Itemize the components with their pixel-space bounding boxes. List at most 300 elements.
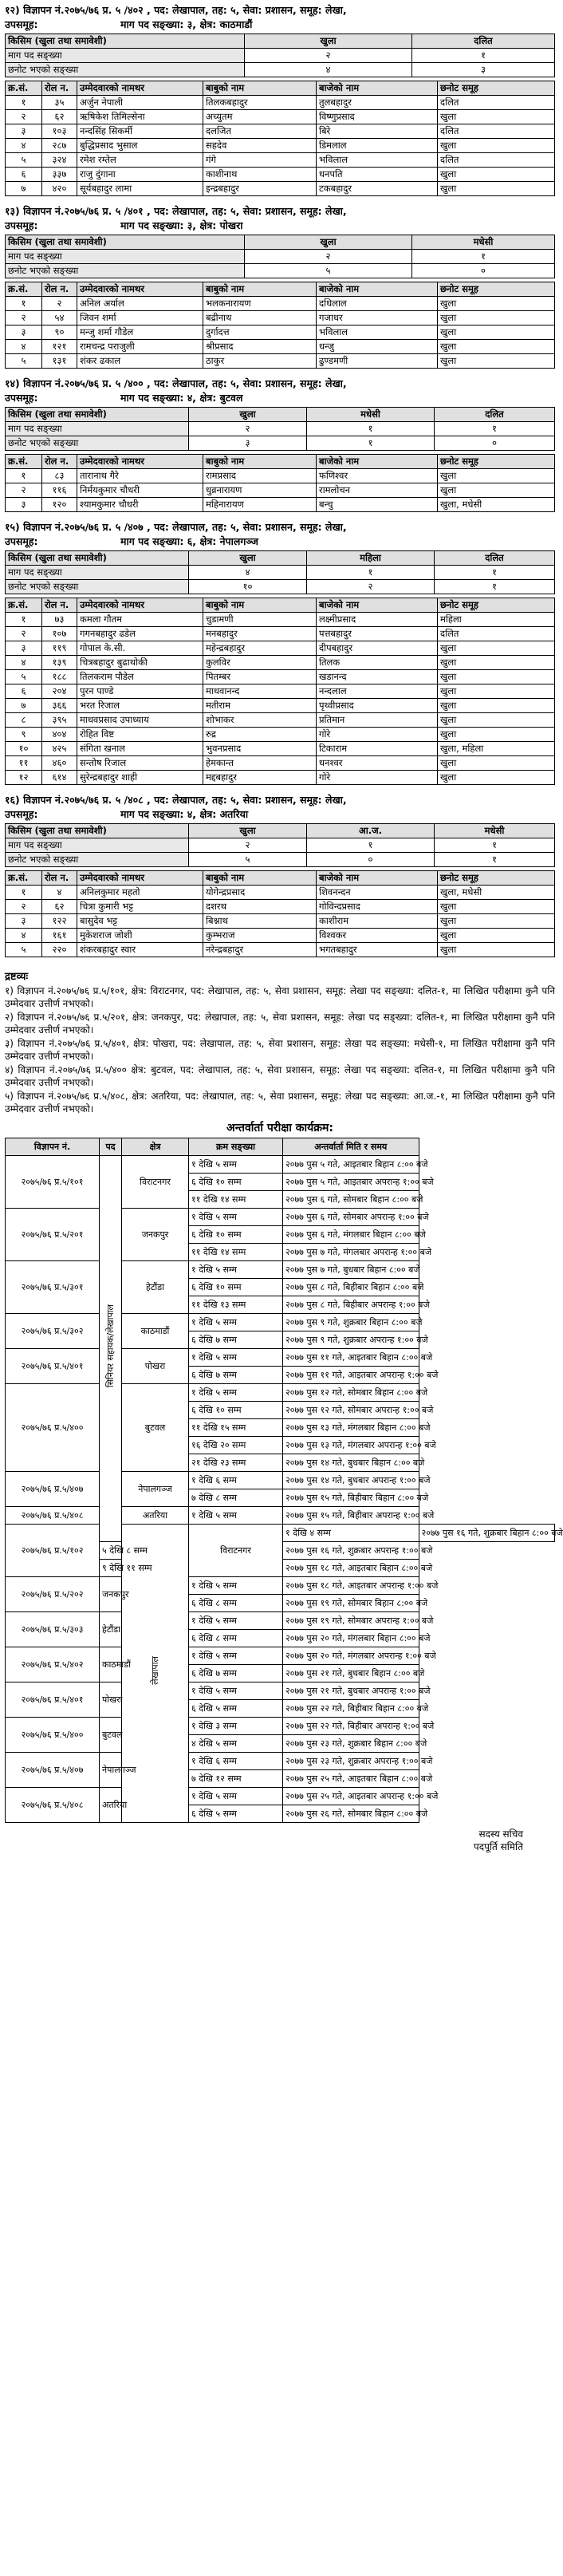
- section-heading: १४) विज्ञापन नं.२०७५/७६ प्र. ५ /४०० , पद: लेखापाल, तह: ५, सेवा: प्रशासन, समूह: लेखा,: [5, 377, 347, 389]
- candidate-cell: ४: [6, 656, 42, 670]
- candidate-cell: तिलकराम पौडेल: [77, 670, 203, 684]
- candidate-cell: ९: [6, 728, 42, 742]
- quota-row: [6, 436, 555, 451]
- demand-region-label: माग पद सङ्ख्या: ४, क्षेत्र: अतरिया: [120, 808, 249, 820]
- candidate-cell: ६: [6, 684, 42, 699]
- candidate-cell: ३२४: [42, 153, 77, 168]
- candidate-cell: २: [42, 297, 77, 311]
- result-sections: [5, 3, 555, 965]
- candidate-header-cell: बाजेको नाम: [317, 598, 438, 613]
- section-heading: १२) विज्ञापन नं.२०७५/७६ प्र. ५ /४०२ , पद: लेखापाल, तह: ५, सेवा: प्रशासन, समूह: लेखा,: [5, 4, 347, 16]
- quota-cell: १: [435, 838, 555, 853]
- section-heading: १५) विज्ञापन नं.२०७५/७६ प्र. ५ /४०७ , पद: लेखापाल, तह: ५, सेवा: प्रशासन, समूह: लेखा,: [5, 521, 347, 533]
- schedule-time-cell: २०७७ पुस २० गते, मंगलबार अपरान्ह १:०० बजे: [283, 1647, 419, 1665]
- candidate-cell: प्रतिमान: [317, 713, 438, 728]
- schedule-adv-cell: २०७५/७६ प्र.५/३०३: [6, 1612, 100, 1647]
- demand-region-label: माग पद सङ्ख्या: ३, क्षेत्र: पोखरा: [120, 219, 243, 231]
- quota-header-cell: मधेसी: [412, 235, 555, 250]
- schedule-range-cell: ७ देखि १२ सम्म: [189, 1770, 283, 1788]
- schedule-time-cell: २०७७ पुस १४ गते, बुधबार अपरान्ह १:०० बजे: [283, 1472, 419, 1489]
- quota-header-cell: दलित: [435, 551, 555, 566]
- candidate-cell: खुला: [438, 340, 555, 354]
- quota-header-cell: दलित: [435, 408, 555, 422]
- schedule-time-cell: २०७७ पुस ९ गते, शुक्रबार अपरान्ह १:०० बजे: [283, 1331, 419, 1349]
- quota-header-row: [6, 34, 555, 49]
- candidate-cell: ३: [6, 914, 42, 929]
- schedule-time-cell: २०७७ पुस १६ गते, शुक्रबार अपरान्ह १:०० बजे: [283, 1542, 419, 1560]
- candidate-header-cell: रोल न.: [42, 282, 77, 297]
- subgroup-label: उपसमूह:: [5, 219, 38, 231]
- schedule-region-cell: जनकपुर: [100, 1577, 122, 1612]
- schedule-region-cell: नेपालगञ्ज: [122, 1472, 189, 1507]
- candidate-row: [6, 297, 555, 311]
- candidate-cell: भविलाल: [317, 153, 438, 168]
- candidate-cell: लक्ष्मीप्रसाद: [317, 613, 438, 627]
- candidate-cell: चुडामणी: [203, 613, 317, 627]
- candidate-cell: १: [6, 886, 42, 900]
- candidate-cell: ४: [42, 886, 77, 900]
- candidate-cell: २०४: [42, 684, 77, 699]
- candidate-cell: कमला गौतम: [77, 613, 203, 627]
- schedule-adv-cell: २०७५/७६ प्र.५/३०१: [6, 1261, 100, 1314]
- quota-cell: १: [307, 838, 435, 853]
- candidate-header-cell: बाबुको नाम: [203, 455, 317, 469]
- schedule-time-cell: २०७७ पुस २२ गते, बिहीबार अपरान्ह १:०० बजे: [283, 1718, 419, 1735]
- candidate-cell: दधिलाल: [317, 297, 438, 311]
- schedule-range-cell: ६ देखि ७ सम्म: [189, 1665, 283, 1682]
- candidate-cell: भुवनप्रसाद: [203, 742, 317, 756]
- schedule-time-cell: २०७७ पुस ११ गते, आइतबार बिहान ८:०० बजे: [283, 1349, 419, 1367]
- candidate-cell: बासुदेव भट्ट: [77, 914, 203, 929]
- candidate-row: [6, 168, 555, 182]
- schedule-header-cell: क्षेत्र: [122, 1138, 189, 1156]
- candidate-cell: ८३: [42, 469, 77, 483]
- schedule-time-cell: २०७७ पुस २१ गते, बुधबार अपरान्ह १:०० बजे: [283, 1682, 419, 1700]
- candidate-row: [6, 153, 555, 168]
- schedule-time-cell: २०७७ पुस २२ गते, बिहीबार बिहान ८:०० बजे: [283, 1700, 419, 1718]
- notes-title: द्रष्टव्यः: [5, 971, 29, 983]
- candidate-row: [6, 641, 555, 656]
- signature-line-1: सदस्य सचिव: [478, 1828, 523, 1840]
- candidate-cell: १: [6, 469, 42, 483]
- schedule-range-cell: १ देखि ५ सम्म: [189, 1682, 283, 1700]
- candidate-header-row: [6, 871, 555, 886]
- quota-cell: २: [245, 49, 412, 63]
- candidate-cell: ५: [6, 670, 42, 684]
- candidate-row: [6, 756, 555, 771]
- quota-cell: २: [307, 580, 435, 594]
- schedule-time-cell: २०७७ पुस ६ गते, सोमबार अपरान्ह १:०० बजे: [283, 1209, 419, 1226]
- quota-header-cell: दलित: [412, 34, 555, 49]
- schedule-range-cell: ६ देखि ८ सम्म: [189, 1595, 283, 1612]
- candidate-cell: खुला: [438, 684, 555, 699]
- schedule-row: [6, 1682, 555, 1700]
- schedule-post-cell: [100, 1156, 122, 1542]
- candidate-header-cell: बाबुको नाम: [203, 598, 317, 613]
- candidate-header-cell: उम्मेदवारको नामथर: [77, 871, 203, 886]
- candidate-cell: अर्जुन नेपाली: [77, 96, 203, 110]
- candidate-cell: मद्दबहादुर: [203, 771, 317, 785]
- candidate-row: [6, 469, 555, 483]
- schedule-range-cell: ६ देखि १० सम्म: [189, 1174, 283, 1191]
- schedule-range-cell: १ देखि ५ सम्म: [189, 1384, 283, 1402]
- schedule-time-cell: २०७७ पुस १८ गते, आइतबार अपरान्ह १:०० बजे: [283, 1577, 419, 1595]
- schedule-time-cell: २०७७ पुस १२ गते, सोमबार बिहान ८:०० बजे: [283, 1384, 419, 1402]
- candidate-cell: बिश्नाथ: [203, 914, 317, 929]
- candidate-cell: २८७: [42, 139, 77, 153]
- candidate-cell: शंकर ढकाल: [77, 354, 203, 369]
- candidate-cell: बन्चु: [317, 498, 438, 512]
- candidate-row: [6, 311, 555, 325]
- candidate-cell: सुरेन्द्रबहादुर शाही: [77, 771, 203, 785]
- candidate-row: [6, 627, 555, 641]
- candidate-cell: खुला: [438, 641, 555, 656]
- candidate-cell: ठाकुर: [203, 354, 317, 369]
- schedule-adv-cell: २०७५/७६ प्र.५/४००: [6, 1718, 100, 1753]
- candidate-cell: १२२: [42, 914, 77, 929]
- schedule-range-cell: १ देखि ४ सम्म: [283, 1525, 419, 1542]
- schedule-row: [6, 1472, 555, 1489]
- schedule-row: [6, 1525, 555, 1542]
- candidate-cell: ११६: [42, 483, 77, 498]
- candidate-cell: नरेन्द्रबहादुर: [203, 943, 317, 957]
- candidate-cell: दुर्गादत्त: [203, 325, 317, 340]
- candidate-row: [6, 656, 555, 670]
- schedule-range-cell: ६ देखि ७ सम्म: [189, 1367, 283, 1384]
- candidate-cell: ६: [6, 168, 42, 182]
- note-item: ४) विज्ञापन नं.२०७५/७६ प्र.५/४०० क्षेत्र: बुटवल, पद: लेखापाल, तह: ५, सेवा प्रशासन, समूह: लेखा पद सङ्ख्या: दलित-१, मा लिखित परीक्षामा कुनै पनि उम्मेदवार उत्तीर्ण नभएको।: [5, 1064, 555, 1088]
- schedule-range-cell: ६ देखि ७ सम्म: [189, 1331, 283, 1349]
- candidate-header-cell: रोल न.: [42, 598, 77, 613]
- candidate-cell: खुला: [438, 325, 555, 340]
- candidate-cell: ६२: [42, 900, 77, 914]
- schedule-range-cell: ६ देखि १० सम्म: [189, 1226, 283, 1244]
- signature-block: [5, 1828, 555, 1853]
- quota-cell: छनोट भएको सङ्ख्या: [6, 63, 245, 77]
- candidate-cell: रामलोचन: [317, 483, 438, 498]
- quota-cell: ५: [189, 853, 307, 867]
- schedule-time-cell: २०७७ पुस १३ गते, मंगलबार बिहान ८:०० बजे: [283, 1419, 419, 1437]
- candidate-cell: २: [6, 900, 42, 914]
- candidate-cell: १६१: [42, 929, 77, 943]
- post-label: सिनियर सहायक/लेखापाल: [105, 1304, 116, 1388]
- candidate-cell: तुलबहादुर: [317, 96, 438, 110]
- schedule-row: [6, 1349, 555, 1367]
- candidate-cell: चित्रा कुमारी भट्ट: [77, 900, 203, 914]
- candidate-cell: गोविन्दप्रसाद: [317, 900, 438, 914]
- candidate-cell: मतीराम: [203, 699, 317, 713]
- schedule-range-cell: १ देखि ५ सम्म: [189, 1612, 283, 1630]
- candidate-row: [6, 498, 555, 512]
- candidate-cell: पृथ्वीप्रसाद: [317, 699, 438, 713]
- schedule-time-cell: २०७७ पुस ७ गते, मंगलबार अपरान्ह १:०० बजे: [283, 1244, 419, 1261]
- candidate-cell: सूर्यबहादुर लामा: [77, 182, 203, 196]
- schedule-adv-cell: २०७५/७६ प्र.५/१०१: [6, 1156, 100, 1209]
- candidate-cell: २: [6, 311, 42, 325]
- candidate-row: [6, 182, 555, 196]
- schedule-region-cell: पोखरा: [122, 1349, 189, 1384]
- schedule-range-cell: ४ देखि ५ सम्म: [189, 1735, 283, 1753]
- schedule-range-cell: ६ देखि १० सम्म: [189, 1279, 283, 1296]
- schedule-range-cell: १ देखि ५ सम्म: [189, 1577, 283, 1595]
- candidate-cell: १: [6, 297, 42, 311]
- schedule-range-cell: ६ देखि ८ सम्म: [189, 1630, 283, 1647]
- quota-cell: छनोट भएको सङ्ख्या: [6, 853, 189, 867]
- schedule-header-cell: विज्ञापन नं.: [6, 1138, 100, 1156]
- schedule-row: [6, 1384, 555, 1402]
- quota-cell: ०: [435, 436, 555, 451]
- candidate-row: [6, 914, 555, 929]
- quota-cell: १: [307, 422, 435, 436]
- candidate-cell: ५: [6, 354, 42, 369]
- schedule-row: [6, 1314, 555, 1331]
- note-item: ३) विज्ञापन नं.२०७५/७६ प्र.५/४०१, क्षेत्र: पोखरा, पद: लेखापाल, तह: ५, सेवा प्रशासन, समूह: लेखा पद सङ्ख्या: मधेसी-१, मा लिखित परीक्षामा कुनै पनि उम्मेदवार उत्तीर्ण नभएको।: [5, 1038, 555, 1062]
- quota-cell: १: [307, 566, 435, 580]
- candidate-header-cell: छनोट समूह: [438, 871, 555, 886]
- candidate-cell: बिरे: [317, 124, 438, 139]
- schedule-range-cell: ५ देखि ८ सम्म: [100, 1542, 122, 1560]
- candidate-cell: हेमकान्त: [203, 756, 317, 771]
- schedule-region-cell: बुटवल: [122, 1384, 189, 1472]
- candidate-cell: १८८: [42, 670, 77, 684]
- note-item: ५) विज्ञापन नं.२०७५/७६ प्र.५/४०८, क्षेत्र: अतरिया, पद: लेखापाल, तह: ५, सेवा प्रशासन, समूह: लेखा पद सङ्ख्या: आ.ज.-१, मा लिखित परीक्षामा कुनै पनि उम्मेदवार उत्तीर्ण नभएको।: [5, 1091, 555, 1114]
- candidate-cell: अनिल अर्याल: [77, 297, 203, 311]
- schedule-time-cell: २०७७ पुस १५ गते, बिहीबार अपरान्ह १:०० बजे: [283, 1507, 419, 1525]
- quota-row: [6, 49, 555, 63]
- candidate-row: [6, 96, 555, 110]
- candidate-cell: खुला: [438, 139, 555, 153]
- quota-cell: १: [412, 250, 555, 264]
- quota-table: [5, 34, 555, 77]
- candidate-cell: गगनबहादुर ढडेल: [77, 627, 203, 641]
- candidate-cell: १२०: [42, 498, 77, 512]
- quota-header-cell: खुला: [189, 824, 307, 838]
- schedule-row: [6, 1753, 555, 1770]
- candidate-header-cell: उम्मेदवारको नामथर: [77, 455, 203, 469]
- schedule-adv-cell: २०७५/७६ प्र.५/३०२: [6, 1314, 100, 1349]
- candidate-header-cell: रोल न.: [42, 455, 77, 469]
- quota-header-cell: आ.ज.: [307, 824, 435, 838]
- candidate-cell: धन्जु: [317, 340, 438, 354]
- candidate-cell: महिला: [438, 613, 555, 627]
- schedule-range-cell: १ देखि ५ सम्म: [189, 1788, 283, 1805]
- candidate-cell: श्रीप्रसाद: [203, 340, 317, 354]
- schedule-range-cell: १ देखि ५ सम्म: [189, 1507, 283, 1525]
- candidate-cell: २२०: [42, 943, 77, 957]
- schedule-range-cell: १ देखि ५ सम्म: [189, 1156, 283, 1174]
- section-subheading: [5, 18, 555, 31]
- quota-cell: ४: [189, 566, 307, 580]
- schedule-adv-cell: २०७५/७६ प्र.५/४०२: [6, 1647, 100, 1682]
- candidate-cell: फणिश्वर: [317, 469, 438, 483]
- candidate-cell: अच्युतम: [203, 110, 317, 124]
- candidate-cell: खुला: [438, 771, 555, 785]
- candidate-table: [5, 454, 555, 512]
- candidate-cell: ६२: [42, 110, 77, 124]
- candidate-row: [6, 699, 555, 713]
- candidate-row: [6, 139, 555, 153]
- candidate-cell: सन्तोष रिजाल: [77, 756, 203, 771]
- schedule-row: [6, 1647, 555, 1665]
- quota-cell: छनोट भएको सङ्ख्या: [6, 436, 189, 451]
- candidate-cell: रामप्रसाद: [203, 469, 317, 483]
- schedule-time-cell: २०७७ पुस २३ गते, शुक्रबार बिहान ८:०० बजे: [283, 1735, 419, 1753]
- quota-header-cell: मधेसी: [435, 824, 555, 838]
- candidate-cell: खुला: [438, 110, 555, 124]
- candidate-header-cell: बाजेको नाम: [317, 871, 438, 886]
- schedule-adv-cell: २०७५/७६ प्र.५/१०२: [6, 1525, 100, 1577]
- signature-line-2: पदपूर्ति समिति: [473, 1841, 523, 1852]
- schedule-region-cell: काठमाडौं: [122, 1314, 189, 1349]
- candidate-cell: कुलविर: [203, 656, 317, 670]
- quota-header-row: [6, 235, 555, 250]
- candidate-cell: ३: [6, 124, 42, 139]
- candidate-cell: राजु दुंगाना: [77, 168, 203, 182]
- schedule-adv-cell: २०७५/७६ प्र.५/४००: [6, 1384, 100, 1472]
- candidate-cell: ८: [6, 713, 42, 728]
- candidate-cell: काशीराम: [317, 914, 438, 929]
- quota-cell: छनोट भएको सङ्ख्या: [6, 580, 189, 594]
- candidate-cell: १०७: [42, 627, 77, 641]
- schedule-title: अन्तर्वार्ता परीक्षा कार्यक्रम:: [226, 1122, 333, 1134]
- quota-cell: १: [435, 853, 555, 867]
- schedule-row: [6, 1718, 555, 1735]
- candidate-row: [6, 900, 555, 914]
- quota-cell: ३: [412, 63, 555, 77]
- section-subheading: [5, 219, 555, 232]
- schedule-time-cell: २०७७ पुस ९ गते, शुक्रबार बिहान ८:०० बजे: [283, 1314, 419, 1331]
- candidate-cell: नन्दलाल: [317, 684, 438, 699]
- candidate-cell: बद्रीनाथ: [203, 311, 317, 325]
- candidate-header-cell: बाजेको नाम: [317, 282, 438, 297]
- candidate-row: [6, 943, 555, 957]
- schedule-time-cell: २०७७ पुस २० गते, मंगलबार बिहान ८:०० बजे: [283, 1630, 419, 1647]
- schedule-header-cell: पद: [100, 1138, 122, 1156]
- schedule-region-cell: काठमाडौं: [100, 1647, 122, 1682]
- schedule-row: [6, 1507, 555, 1525]
- candidate-header-cell: उम्मेदवारको नामथर: [77, 81, 203, 96]
- quota-header-cell: खुला: [245, 235, 412, 250]
- quota-table: [5, 407, 555, 451]
- quota-cell: १: [307, 436, 435, 451]
- candidate-cell: खुला: [438, 168, 555, 182]
- candidate-cell: ६१४: [42, 771, 77, 785]
- schedule-range-cell: १ देखि ६ सम्म: [189, 1472, 283, 1489]
- section-subheading: [5, 535, 555, 548]
- quota-row: [6, 63, 555, 77]
- quota-header-cell: खुला: [189, 408, 307, 422]
- candidate-cell: निर्मयकुमार चौधरी: [77, 483, 203, 498]
- schedule-header-cell: क्रम सङ्ख्या: [189, 1138, 283, 1156]
- candidate-cell: खुला: [438, 900, 555, 914]
- schedule-time-cell: २०७७ पुस ५ गते, आइतबार बिहान ८:०० बजे: [283, 1156, 419, 1174]
- candidate-cell: खुला: [438, 713, 555, 728]
- section-subheading: [5, 807, 555, 821]
- candidate-cell: दशरथ: [203, 900, 317, 914]
- quota-cell: ३: [189, 436, 307, 451]
- quota-row: [6, 838, 555, 853]
- candidate-cell: रोहित विष्ट: [77, 728, 203, 742]
- schedule-adv-cell: २०७५/७६ प्र.५/४०७: [6, 1472, 100, 1507]
- candidate-cell: शोभाकर: [203, 713, 317, 728]
- candidate-header-cell: उम्मेदवारको नामथर: [77, 598, 203, 613]
- candidate-cell: तारानाथ गैरे: [77, 469, 203, 483]
- candidate-cell: दलित: [438, 96, 555, 110]
- candidate-cell: ४: [6, 139, 42, 153]
- schedule-time-cell: २०७७ पुस २५ गते, आइतबार बिहान ८:०० बजे: [283, 1770, 419, 1788]
- subgroup-label: उपसमूह:: [5, 808, 38, 820]
- schedule-adv-cell: २०७५/७६ प्र.५/४०८: [6, 1507, 100, 1525]
- candidate-cell: रामचन्द्र पराजुली: [77, 340, 203, 354]
- candidate-cell: ५४: [42, 311, 77, 325]
- candidate-header-cell: छनोट समूह: [438, 598, 555, 613]
- candidate-cell: तिलक: [317, 656, 438, 670]
- candidate-cell: डिमलाल: [317, 139, 438, 153]
- quota-header-row: [6, 551, 555, 566]
- schedule-region-cell: अतरिया: [100, 1788, 122, 1823]
- candidate-cell: संगिता खनाल: [77, 742, 203, 756]
- candidate-cell: खुला, मधेसी: [438, 498, 555, 512]
- schedule-range-cell: १ देखि ३ सम्म: [189, 1718, 283, 1735]
- candidate-header-cell: क्र.सं.: [6, 871, 42, 886]
- note-item: २) विज्ञापन नं.२०७५/७६ प्र.५/२०१, क्षेत्र: जनकपुर, पद: लेखापाल, तह: ५, सेवा प्रशासन, समूह: लेखा पद सङ्ख्या: दलित-१, मा लिखित परीक्षामा कुनै पनि उम्मेदवार उत्तीर्ण नभएको।: [5, 1012, 555, 1036]
- quota-cell: छनोट भएको सङ्ख्या: [6, 264, 245, 278]
- schedule-adv-cell: २०७५/७६ प्र.५/४०७: [6, 1753, 100, 1788]
- candidate-cell: तिलकबहादुर: [203, 96, 317, 110]
- schedule-time-cell: २०७७ पुस ५ गते, आइतबार अपरान्ह १:०० बजे: [283, 1174, 419, 1191]
- candidate-row: [6, 771, 555, 785]
- schedule-range-cell: १६ देखि २० सम्म: [189, 1437, 283, 1454]
- section-heading: १६) विज्ञापन नं.२०७५/७६ प्र. ५ /४०८ , पद: लेखापाल, तह: ५, सेवा: प्रशासन, समूह: लेखा,: [5, 794, 347, 806]
- note-item: १) विज्ञापन नं.२०७५/७६ प्र.५/१०१, क्षेत्र: विराटनगर, पद: लेखापाल, तह: ५, सेवा प्रशासन, समूह: लेखा पद सङ्ख्या: दलित-१, मा लिखित परीक्षामा कुनै पनि उम्मेदवार उत्तीर्ण नभएको।: [5, 985, 555, 1009]
- candidate-cell: दलजित: [203, 124, 317, 139]
- candidate-cell: १०: [6, 742, 42, 756]
- schedule-time-cell: २०७७ पुस २५ गते, आइतबार अपरान्ह १:०० बजे: [283, 1788, 419, 1805]
- candidate-cell: २: [6, 110, 42, 124]
- schedule-region-cell: पोखरा: [100, 1682, 122, 1718]
- candidate-cell: इन्द्रबहादुर: [203, 182, 317, 196]
- quota-row: [6, 422, 555, 436]
- schedule-row: [6, 1577, 555, 1595]
- subgroup-label: उपसमूह:: [5, 18, 38, 30]
- candidate-cell: धनश्वर: [317, 756, 438, 771]
- candidate-cell: महिनारायण: [203, 498, 317, 512]
- candidate-cell: पुरन पाण्डे: [77, 684, 203, 699]
- candidate-cell: मुकेशराज जोशी: [77, 929, 203, 943]
- candidate-cell: धुव्रनारायण: [203, 483, 317, 498]
- candidate-cell: खुला: [438, 728, 555, 742]
- candidate-cell: ४६०: [42, 756, 77, 771]
- candidate-cell: गजाधर: [317, 311, 438, 325]
- candidate-header-cell: बाबुको नाम: [203, 81, 317, 96]
- candidate-header-row: [6, 81, 555, 96]
- quota-cell: माग पद सङ्ख्या: [6, 422, 189, 436]
- quota-row: [6, 264, 555, 278]
- schedule-time-cell: २०७७ पुस ८ गते, बिहीबार बिहान ८:०० बजे: [283, 1279, 419, 1296]
- candidate-cell: ३५: [42, 96, 77, 110]
- candidate-cell: खुला: [438, 311, 555, 325]
- quota-cell: २: [189, 838, 307, 853]
- candidate-cell: ४२५: [42, 742, 77, 756]
- candidate-cell: ३६६: [42, 699, 77, 713]
- schedule-region-cell: विराटनगर: [122, 1156, 189, 1209]
- candidate-row: [6, 325, 555, 340]
- schedule-range-cell: ११ देखि १४ सम्म: [189, 1244, 283, 1261]
- schedule-range-cell: १ देखि ५ सम्म: [189, 1209, 283, 1226]
- quota-header-cell: किसिम (खुला तथा समावेशी): [6, 824, 189, 838]
- demand-region-label: माग पद सङ्ख्या: ६, क्षेत्र: नेपालगञ्ज: [120, 535, 258, 547]
- demand-region-label: माग पद सङ्ख्या: ३, क्षेत्र: काठमाडौं: [120, 18, 253, 30]
